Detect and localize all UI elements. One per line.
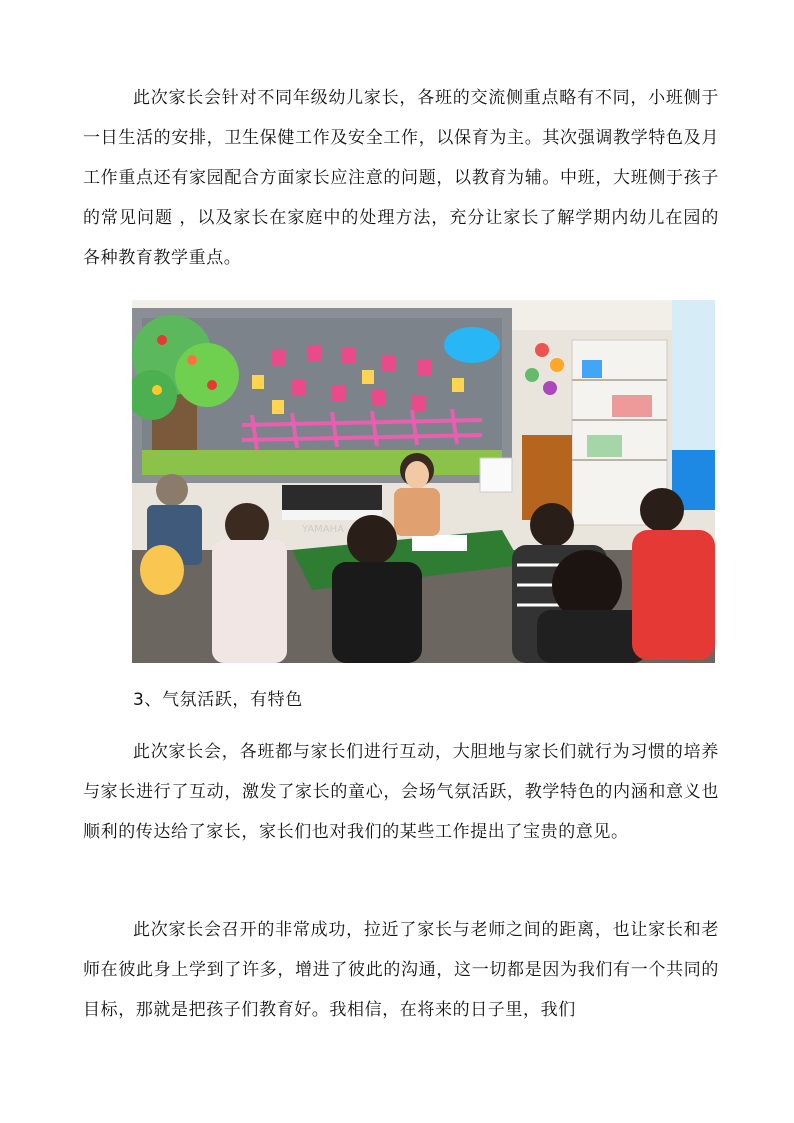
- section-heading: 3、气氛活跃，有特色: [133, 690, 303, 710]
- paragraph-conclusion: 此次家长会召开的非常成功，拉近了家长与老师之间的距离，也让家长和老师在彼此身上学到了许多，增进了彼此的沟通，这一切都是因为我们有一个共同的目标，那就是把孩子们教育好。我相信，在将来的日子里，我们: [83, 920, 719, 1020]
- meeting-photo: [132, 300, 715, 663]
- piano-brand-text: YAMAHA: [302, 524, 345, 535]
- paragraph-atmosphere: 此次家长会，各班都与家长们进行互动，大胆地与家长们就行为习惯的培养与家长进行了互动，激发了家长的童心，会场气氛活跃，教学特色的内涵和意义也顺利的传达给了家长，家长们也对我们的某些工作提出了宝贵的意见。: [83, 742, 719, 842]
- paragraph-intro: 此次家长会针对不同年级幼儿家长，各班的交流侧重点略有不同，小班侧于一日生活的安排，卫生保健工作及安全工作，以保育为主。其次强调教学特色及月工作重点还有家园配合方面家长应注意的问题，以教育为辅。中班，大班侧于孩子的常见问题 ，以及家长在家庭中的处理方法，充分让家长了解学期内幼儿在园的各种教育教学重点。: [83, 88, 719, 268]
